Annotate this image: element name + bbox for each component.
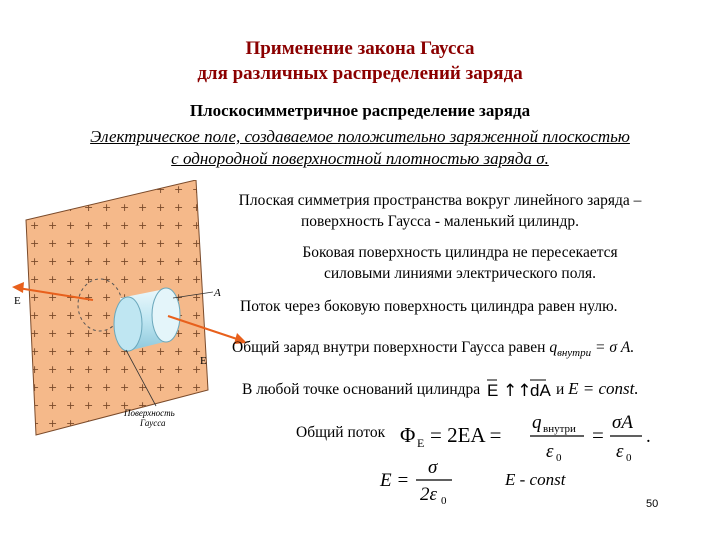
svg-text:↑↑: ↑↑ [503,381,532,400]
paragraph-2-line-2: силовыми линиями электрического поля. [323,265,597,282]
epsilon-1: ε [546,441,554,462]
description-line-1: Электрическое поле, создаваемое положительно заряженной плоскостью [90,127,630,146]
equals-sign: = [592,423,604,447]
label-E-left: E [14,295,21,307]
gauss-cylinder-front-cap [152,288,180,342]
field-lhs: E = [380,470,410,491]
page-number: 50 [646,498,659,510]
label-E-right: E [200,355,207,367]
q-numerator-subscript: внутри [543,423,576,435]
caption-line-2: Гаусса [140,418,166,428]
epsilon-2: ε [616,441,624,462]
paragraph-5-and: и [555,381,565,398]
description-block [0,126,720,170]
sigma-a-numerator: σA [612,412,633,433]
arrow-head-left [12,282,24,293]
section-subtitle: Плоскосимметричное распределение заряда [189,101,531,120]
paragraph-4-text: Общий заряд внутри поверхности Гаусса равен [232,339,546,356]
epsilon-2-subscript: 0 [626,452,632,464]
title-line-1: Применение закона Гаусса [245,38,475,59]
flux-equation: = 2EA = [430,423,502,447]
title-line-2: для различных распределений заряда [197,63,523,84]
page-title [0,36,720,86]
q-inside-value: = σ A. [595,339,635,356]
flux-formula [398,404,660,464]
two-epsilon-subscript: 0 [441,495,447,506]
gauss-cylinder-left-cap [114,297,142,351]
epsilon-1-subscript: 0 [556,452,562,464]
q-inside-subscript: внутри [557,347,592,360]
paragraph-4 [232,337,712,364]
paragraph-1-line-2: поверхность Гаусса - маленький цилиндр. [301,213,579,230]
svg-text:dA: dA [530,381,551,400]
description-line-2: с однородной поверхностной плотностью заряда σ. [171,149,549,168]
parallel-vectors-icon [484,376,552,400]
caption-line-1: Поверхность [124,408,175,418]
q-inside-symbol: q [549,339,558,356]
sigma-numerator: σ [428,457,438,478]
flux-symbol: Φ [400,423,416,447]
field-formula [378,456,488,506]
label-A: A [214,287,221,299]
paragraph-1-line-1: Плоская симметрия пространства вокруг линейного заряда – [238,192,642,209]
e-const-statement: E = const. [568,379,639,398]
two-epsilon: 2ε [420,484,437,505]
paragraph-3: Поток через боковую поверхность цилиндра равен нулю. [240,298,618,315]
paragraph-2 [250,242,670,284]
paragraph-6: Общий поток [296,424,386,441]
e-const-label: E - const [505,470,566,489]
period: . [646,426,651,447]
flux-subscript: E [417,436,425,450]
paragraph-5 [242,376,712,400]
q-numerator: q [532,412,542,433]
paragraph-5-text: В любой точке оснований цилиндра [242,381,481,398]
svg-text:E: E [487,381,499,400]
paragraph-1 [190,190,690,232]
paragraph-2-line-1: Боковая поверхность цилиндра не пересекается [302,244,618,261]
